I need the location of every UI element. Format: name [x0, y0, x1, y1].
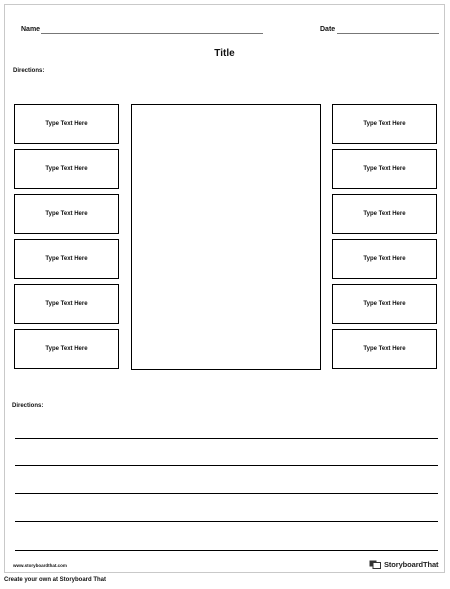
left-text-box-6[interactable]: Type Text Here [14, 329, 119, 369]
writing-line-3[interactable] [15, 493, 438, 494]
date-label: Date [320, 26, 336, 33]
name-label: Name [21, 26, 41, 33]
footer-url: www.storyboardthat.com [13, 563, 67, 568]
left-text-box-3[interactable]: Type Text Here [14, 194, 119, 234]
worksheet-page [4, 4, 445, 573]
center-image-box[interactable] [131, 104, 321, 370]
right-text-box-3[interactable]: Type Text Here [332, 194, 437, 234]
right-text-box-2[interactable]: Type Text Here [332, 149, 437, 189]
right-text-box-1[interactable]: Type Text Here [332, 104, 437, 144]
left-text-box-1[interactable]: Type Text Here [14, 104, 119, 144]
writing-line-2[interactable] [15, 465, 438, 466]
writing-line-1[interactable] [15, 438, 438, 439]
right-text-box-4[interactable]: Type Text Here [332, 239, 437, 279]
directions-bottom-label[interactable]: Directions: [12, 403, 44, 409]
left-text-box-4[interactable]: Type Text Here [14, 239, 119, 279]
worksheet-title[interactable]: Title [214, 48, 235, 59]
brand-logo[interactable] [369, 560, 438, 569]
name-field[interactable] [41, 33, 263, 34]
date-field[interactable] [337, 33, 439, 34]
storyboardthat-logo-icon [369, 560, 381, 569]
brand-name: StoryboardThat [384, 560, 439, 569]
writing-line-4[interactable] [15, 521, 438, 522]
writing-line-5[interactable] [15, 550, 438, 551]
directions-top-label[interactable]: Directions: [13, 68, 45, 74]
right-text-box-5[interactable]: Type Text Here [332, 284, 437, 324]
create-your-own-link[interactable]: Create your own at Storyboard That [4, 577, 107, 583]
left-text-box-5[interactable]: Type Text Here [14, 284, 119, 324]
left-text-box-2[interactable]: Type Text Here [14, 149, 119, 189]
right-text-box-6[interactable]: Type Text Here [332, 329, 437, 369]
